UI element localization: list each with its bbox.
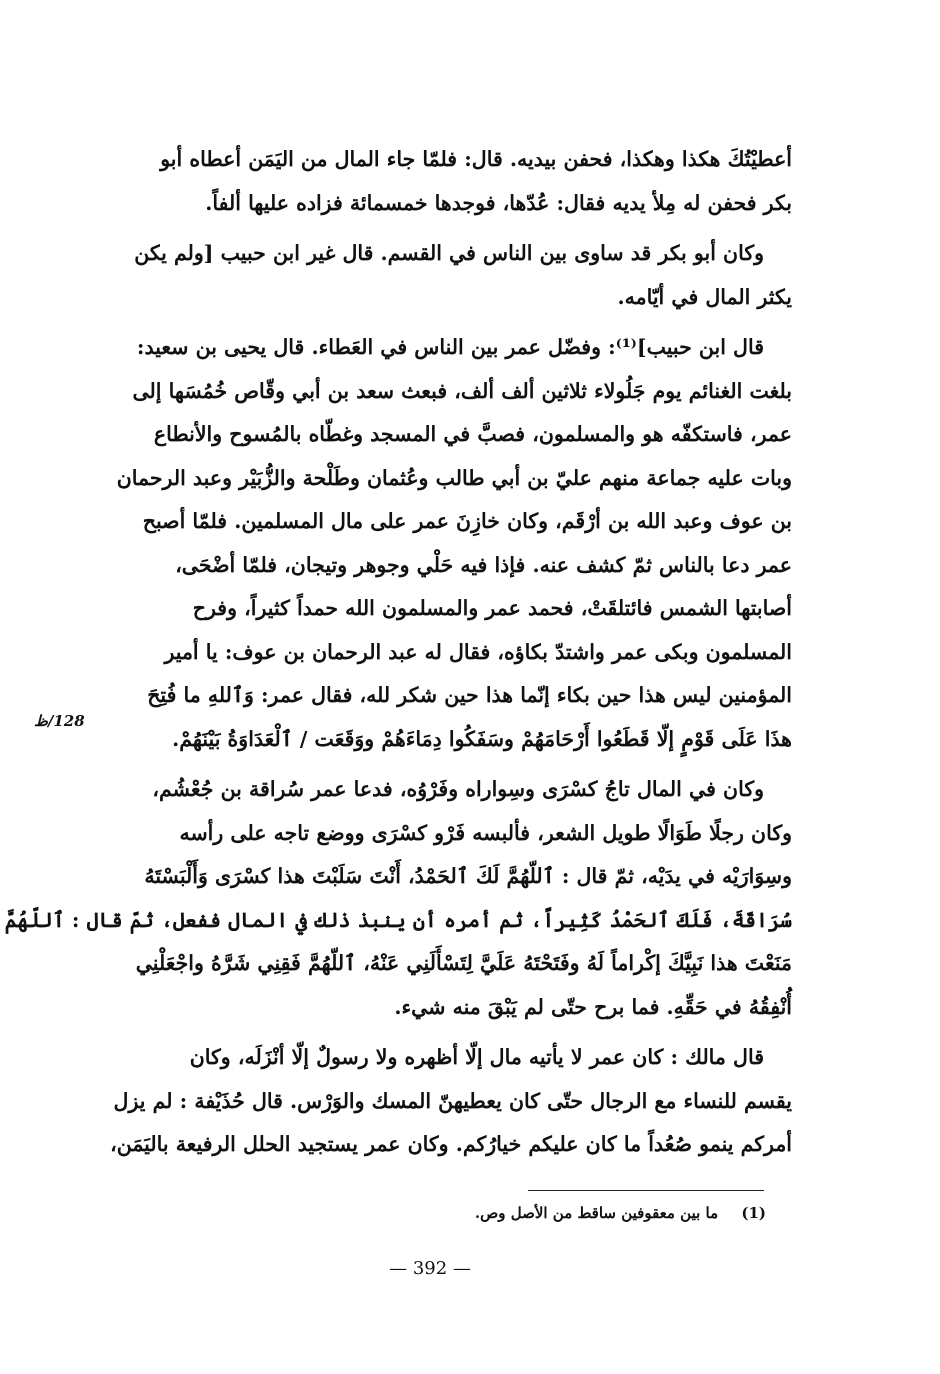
text-line: وكان رجلًا طَوَالًا طويل الشعر، فألبسه فَرْو كسْرَى ووضع تاجه على رأسه	[179, 820, 792, 845]
paragraph-2	[112, 232, 792, 319]
text-line: سُرَاقَةَ، فَلَكَ ٱلحَمْدُ كَثِيراً، ثم أمره أن ينبذ ذلك في المال ففعل، ثمّ قال : ٱللّهُمَّ	[4, 907, 792, 932]
text-line: عمر، فاستكفّه هو والمسلمون، فصبَّ في المسجد وغطّاه بالمُسوح والأنطاع	[153, 422, 792, 446]
text-line: أصابتها الشمس فائتلقَتْ، فحمد عمر والمسلمون الله حمداً كثيراً، وفرح	[192, 596, 792, 620]
footnote-text: ما بين معقوفين ساقط من الأصل وص.	[474, 1204, 719, 1222]
paragraph-4	[4, 768, 792, 1029]
manuscript-folio-note: 128/ظ	[34, 712, 85, 730]
text-line: وبات عليه جماعة منهم عليّ بن أبي طالب وعُثمان وطَلْحة والزُّبَيْر وعبد الرحمان	[116, 465, 792, 490]
text-line: وكان أبو بكر قد ساوى بين الناس في القسم. قال غير ابن حبيب [ولم يكن	[134, 241, 764, 265]
page-number: — 392 —	[389, 1258, 471, 1279]
text-line: المؤمنين ليس هذا حين بكاء إنّما هذا حين شكر لله، فقال عمر: وَٱللهِ ما فُتِحَ	[147, 683, 792, 707]
footnote	[300, 1204, 766, 1222]
paragraph-3	[112, 326, 792, 761]
footnote-marker: (1)	[741, 1204, 766, 1222]
footnote-divider	[528, 1190, 764, 1191]
paragraph-5	[112, 1036, 792, 1167]
text-line: مَنَعْتَ هذا نَبِيَّكَ إكْراماً لَهُ وفَتَحْتَهُ عَلَيَّ لِتَسْأَلَنِي عَنْهُ، ٱللّهُمَّ فَقِنِي شَرَّهُ واجْعَلْنِي	[135, 951, 792, 975]
text-line: عمر دعا بالناس ثمّ كشف عنه. فإذا فيه حَلْي وجوهر وتيجان، فلمّا أضْحَى،	[175, 552, 792, 577]
text-line: قال ابن حبيب]⁽¹⁾: وفضّل عمر بين الناس في العَطاء. قال يحيى بن سعيد:	[136, 335, 764, 359]
text-line: يقسم للنساء مع الرجال حتّى كان يعطيهنّ المسك والوَرْس. قال حُذَيْفة : لم يزل	[113, 1088, 792, 1113]
text-line: بن عوف وعبد الله بن أرْقَم، وكان خازِنَ عمر على مال المسلمين. فلمّا أصبح	[142, 509, 792, 533]
text-line: وكان في المال تاجُ كسْرَى وسِواراه وفَرْوُه، فدعا عمر سُراقة بن جُعْشُم،	[152, 777, 764, 801]
text-line: بلغت الغنائم يوم جَلُولاء ثلاثين ألف ألف، فبعث سعد بن أبي وقّاص خُمُسَها إلى	[132, 378, 792, 403]
text-line: المسلمون وبكى عمر واشتدّ بكاؤه، فقال له عبد الرحمان بن عوف: يا أمير	[164, 639, 792, 664]
text-line: أُنْفِقُهُ في حَقِّهِ. فما برح حتّى لم يَبْقَ منه شيء.	[394, 994, 792, 1019]
text-line: هذَا عَلَى قَوْمٍ إلّا قَطَعُوا أَرْحَامَهُمْ وسَفَكُوا دِمَاءَهُمْ ووَقَعَت / ٱلْعَدَاوَةُ بَيْنَهُمْ.	[172, 726, 792, 751]
text-line: أمركم ينمو صُعُداً ما كان عليكم خيارُكم. وكان عمر يستجيد الحلل الرفيعة باليَمَن،	[110, 1132, 792, 1156]
text-line: أعطيْتُكَ هكذا وهكذا، فحفن بيديه. قال: فلمّا جاء المال من اليَمَن أعطاه أبو	[160, 147, 792, 171]
text-line: بكر فحفن له مِلأ يديه فقال: عُدّها، فوجدها خمسمائة فزاده عليها ألفاً.	[205, 190, 792, 215]
text-line: وسِوَارَيْه في يدَيْه، ثمّ قال : ٱللّهُمَّ لَكَ ٱلحَمْدُ، أَنْتَ سَلَبْتَ هذا كسْرَى وَأَلْبَسْتَهُ	[144, 864, 792, 888]
text-line: يكثر المال في أيّامه.	[617, 284, 792, 309]
paragraph-1	[112, 138, 792, 225]
text-line: قال مالك : كان عمر لا يأتيه مال إلّا أظهره ولا رسولٌ إلّا أنْزَلَه، وكان	[189, 1045, 764, 1069]
